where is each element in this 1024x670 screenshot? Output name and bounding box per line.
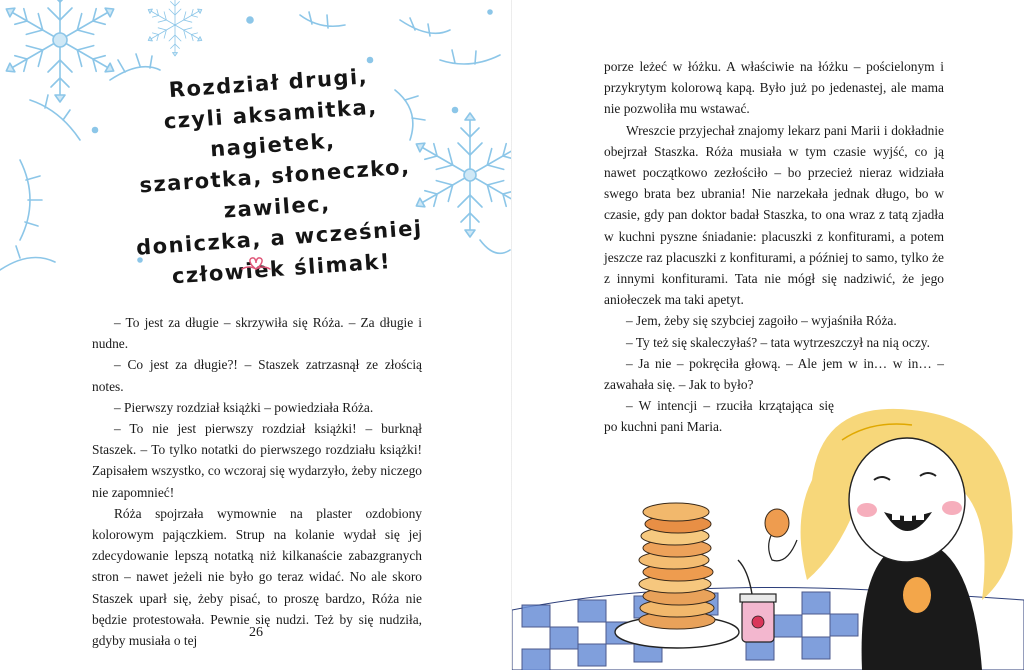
chapter-title-line: szarotka, słoneczko, zawilec, (138, 154, 412, 223)
paragraph: porze leżeć w łóżku. A właściwie na łóżku – pościelonym i przykrytym kolorową kapą. Było już po jedenastej, ale mama nie pozwoliła mu wstawać. (604, 59, 944, 117)
paragraph: – To jest za długie – skrzywiła się Róża. – Za długie i nudne. (92, 315, 422, 352)
pancake-stack (639, 503, 715, 629)
paragraph: – W intencji – rzuciła krzątająca się po kuchni pani Maria. (604, 398, 834, 435)
jam-jar (738, 560, 776, 642)
paragraph: – Jem, żeby się szybciej zagoiło – wyjaśniła Róża. (626, 313, 897, 329)
paragraph: – Co jest za długie?! – Staszek zatrzasnął ze złością notes. (92, 357, 422, 394)
paragraph: Wreszcie przyjechał znajomy lekarz pani Marii i dokładnie obejrzał Staszka. Róża musiała w tym czasie wyjść, co ją nawet początkowo zezłościło – bo przecież nieraz widziała swego brata bez ubrania! Nie narzekała jednak długo, bo w czasie, gdy pan doktor badał Staszka, to ona wraz z tatą zjadła w kuchni pyszne śniadanie: placuszki z konfiturami, a potem jeszcze raz placuszki z konfiturami, a później to samo, tylko że z innymi konfiturami. Tata nie mógł się nadziwić, że jego aniołeczek ma taki apetyt. (604, 122, 944, 308)
girl-eating-pancakes-illustration (512, 400, 1024, 670)
left-body-text (92, 312, 422, 651)
paragraph: – To nie jest pierwszy rozdział książki! – burknął Staszek. – To tylko notatki do pierwszego rozdziału książki! Zapisałem wszystko, co wczoraj się wydarzyło, żeby niczego nie zapomnieć! (92, 421, 422, 500)
paragraph: Róża spojrzała wymownie na plaster ozdobiony kolorowym pajączkiem. Strup na kolanie wydał się jej zdecydowanie lepszą notatką niż kilkanaście zabazgranych stron – nawet jeżeli nie było go teraz widać. No ale skoro Staszek uparł się, żeby pisać, to proszę bardzo, Róża nie będzie protestowała. Pewnie się nudzi. Też by się nudziła, gdyby musiała o tej (92, 505, 422, 649)
paragraph: – Ty też się skaleczyłaś? – tata wytrzeszczył na nią oczy. (626, 334, 930, 350)
chapter-title-line: czyli aksamitka, nagietek, (163, 94, 379, 162)
page-number: 26 (249, 625, 263, 640)
chapter-title-line: doniczka, a wcześniej (135, 215, 424, 260)
paragraph: – Pierwszy rozdział książki – powiedziała Róża. (114, 399, 374, 415)
right-body-text (604, 56, 944, 438)
chapter-title-line: człowiek ślimak! (171, 249, 392, 289)
chapter-title-line: Rozdział drugi, (168, 64, 369, 103)
heart-ornament-icon (240, 255, 272, 273)
paragraph: – Ja nie – pokręciła głową. – Ale jem w in… w in… – zawahała się. – Jak to było? (604, 355, 944, 393)
right-page (512, 0, 1024, 670)
chapter-title (108, 57, 442, 296)
